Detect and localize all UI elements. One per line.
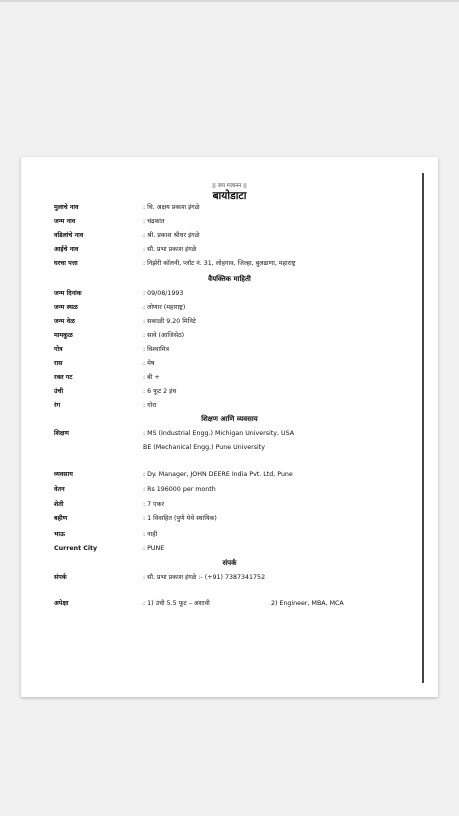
document-title: बायोडाटा — [212, 190, 247, 202]
section-heading-education: शिक्षण आणि व्यवसाय — [201, 415, 258, 423]
field-value: : लोणार (महाराष्ट्र) — [143, 304, 186, 311]
field-label: बहीण — [54, 515, 68, 522]
field-value: : चंद्रकांत — [143, 218, 165, 225]
field-label: वेतन — [54, 486, 65, 493]
field-label: रंग — [54, 402, 61, 409]
field-value: : 1 विवाहित (पुणे येथे स्थायिक) — [143, 515, 217, 522]
section-heading-contact: संपर्क — [222, 559, 237, 567]
field-value: : MS (Industrial Engg.) Michigan University, USA — [143, 430, 294, 437]
field-label: गोत्र — [54, 346, 63, 353]
field-value: : Rs 196000 per month — [143, 486, 216, 493]
field-label: जन्म नाव — [54, 218, 76, 225]
field-value: : 1) उंची 5.5 फूट – अशावी — [143, 600, 210, 607]
field-label: अपेक्षा — [54, 600, 69, 607]
field-value-extra: 2) Engineer, MBA, MCA — [271, 600, 344, 607]
field-label: जन्म स्थळ — [54, 304, 78, 311]
field-label: भाऊ — [54, 531, 66, 538]
field-value: : 6 फूट 2 इंच — [143, 388, 177, 395]
field-label: उंची — [54, 388, 64, 395]
field-label: मामकुळ — [54, 332, 73, 339]
field-value: : मेष — [143, 360, 155, 367]
field-label: शेती — [54, 501, 64, 508]
header-invocation: || जय गजानन || — [212, 183, 247, 189]
field-value: : सकाळी 9.20 मिनिटे — [143, 318, 196, 325]
field-label: जन्म दिनांक — [54, 290, 82, 297]
field-label: मुलाचे नाव — [54, 204, 79, 211]
field-label: रास — [54, 360, 63, 367]
field-value: BE (Mechanical Engg.) Pune University — [143, 444, 265, 451]
field-label: जन्म वेळ — [54, 318, 75, 325]
field-label: घरचा पत्ता — [54, 260, 78, 267]
field-value: : गोरा — [143, 402, 157, 409]
scrollbar[interactable] — [422, 173, 424, 683]
field-value: : 09/08/1993 — [143, 290, 184, 297]
field-value: : निर्झरी कॉलनी, प्लॉट नं. 31, लोहगाव, जिल्हा, बुलढाणा, महाराष्ट्र — [143, 260, 296, 267]
field-value: : विश्वामित्र — [143, 346, 169, 353]
field-label: व्यवसाय — [54, 471, 73, 478]
field-value: : सावे (आजिसेठ) — [143, 332, 185, 339]
field-label: आईचे नाव — [54, 246, 79, 253]
field-value: : सौ. प्रभा प्रकाश इंगळे :- (+91) 7387341752 — [143, 574, 266, 581]
field-value: : Dy. Manager, JOHN DEERE India Pvt. Ltd, Pune — [143, 471, 293, 478]
field-value: : 7 एकर — [143, 501, 165, 508]
field-value: : नाही — [143, 531, 158, 538]
field-value: : PUNE — [143, 545, 165, 552]
field-label: वडिलांचे नाव — [54, 232, 84, 239]
field-value: : बी + — [143, 374, 160, 381]
field-value: : चि. अक्षय प्रकाश इंगळे — [143, 204, 200, 211]
top-edge — [0, 0, 459, 2]
field-value: : सौ. प्रभा प्रकाश इंगळे — [143, 246, 197, 253]
document-page — [21, 157, 438, 697]
field-label: रक्त गट — [54, 374, 73, 381]
section-heading-personal: वैयक्तिक माहिती — [208, 275, 251, 283]
field-label: Current City — [54, 545, 98, 552]
field-label: शिक्षण — [54, 430, 69, 437]
field-value: : श्री. प्रकाश श्रीधर इंगळे — [143, 232, 200, 239]
field-label: संपर्क — [54, 574, 67, 581]
